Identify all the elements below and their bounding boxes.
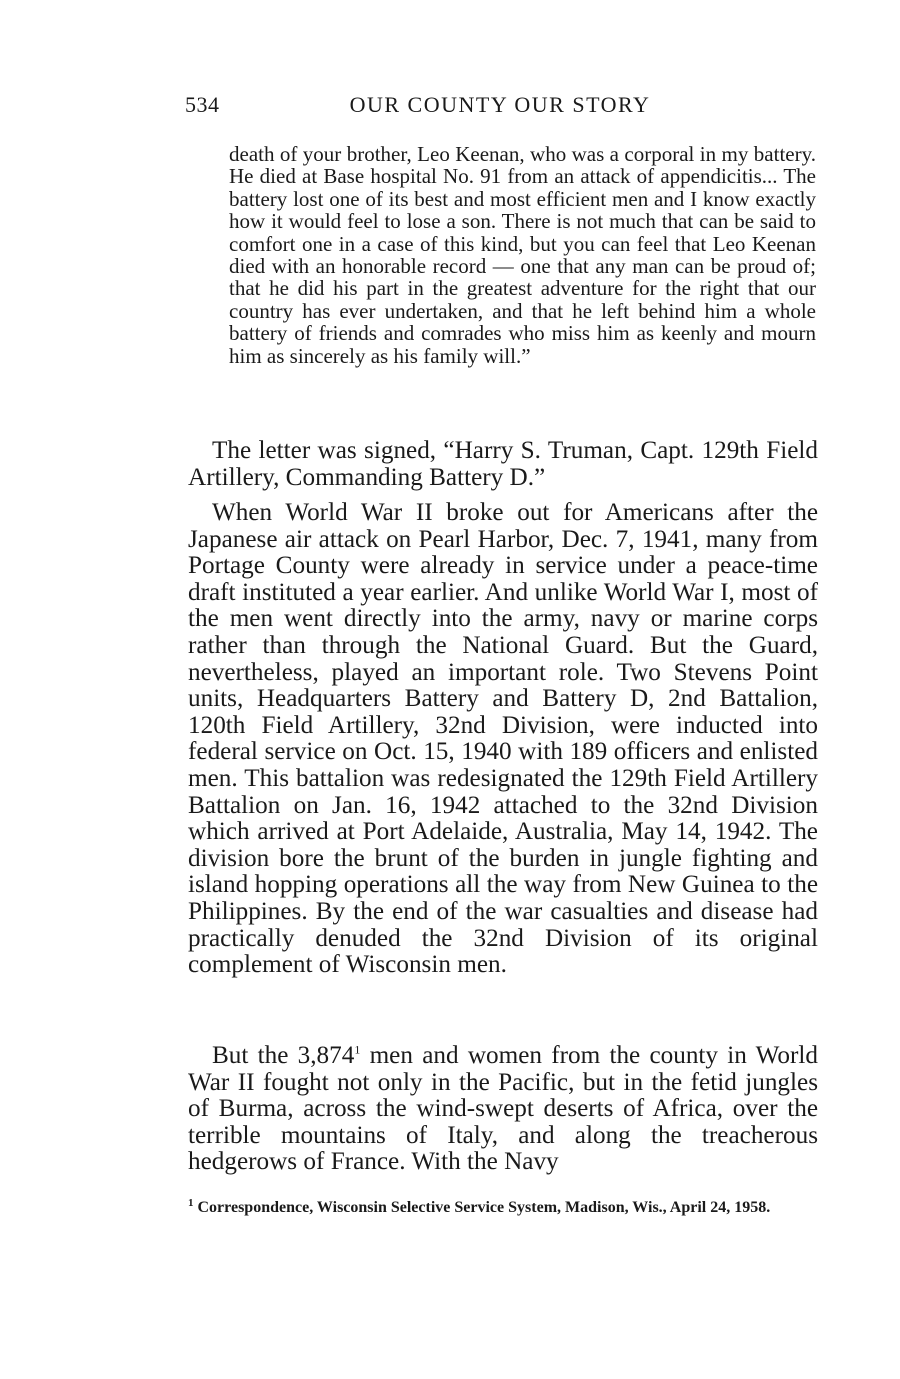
paragraph-text-start: But the 3,874 bbox=[212, 1042, 355, 1069]
block-quote: death of your brother, Leo Keenan, who was a corporal in my battery. He died at Base hospital No. 91 from an attack of appendicitis... The battery lost one of its best and most efficient men and I know exactly how it would feel to lose a son. There is not much that can be said to comfort one in a case of this kind, but you can feel that Leo Keenan died with an honorable record — one that any man can be proud of; that he did his part in the greatest adventure for the right that our country has ever undertaken, and that he left behind him a whole battery of friends and comrades who miss him as keenly and mourn him as sincerely as his family will.” bbox=[229, 142, 816, 368]
page-header bbox=[185, 92, 815, 122]
footnote-reference: 1 bbox=[354, 1042, 361, 1057]
paragraph-text: When World War II broke out for Americans after the Japanese air attack on Pearl Harbor, Dec. 7, 1941, many from Portage County were already in service under a peace-time draft instituted a year earlier. And unlike World War I, most of the men went directly into the army, navy or marine corps rather than through the National Guard. But the Guard, nevertheless, played an important role. Two Stevens Point units, Headquarters Battery and Battery D, 2nd Battalion, 120th Field Artillery, 32nd Division, were inducted into federal service on Oct. 15, 1940 with 189 officers and enlisted men. This battalion was redesignated the 129th Field Artillery Battalion on Jan. 16, 1942 attached to the 32nd Division which arrived at Port Adelaide, Australia, May 14, 1942. The division bore the brunt of the burden in jungle fighting and island hopping operations all the way from New Guinea to the Philippines. By the end of the war casualties and disease had practically denuded the 32nd Division of its original complement of Wisconsin men. bbox=[188, 499, 818, 979]
body-paragraph-1 bbox=[188, 438, 818, 491]
paragraph-text: The letter was signed, “Harry S. Truman, Capt. 129th Field Artillery, Commanding Battery D.” bbox=[188, 437, 818, 491]
footnote bbox=[188, 1197, 820, 1219]
body-paragraph-2 bbox=[188, 500, 818, 979]
footnote-marker: 1 bbox=[188, 1196, 194, 1209]
page-number: 534 bbox=[185, 92, 220, 117]
footnote-text-block bbox=[188, 1197, 820, 1219]
body-paragraph-3 bbox=[188, 1043, 818, 1176]
paragraph-text-end: men and women from the county in World War II fought not only in the Pacific, but in the fetid jungles of Burma, across the wind-swept deserts of Africa, over the terrible mountains of Italy, and along the treacherous hedgerows of France. With the Navy bbox=[188, 1042, 818, 1176]
footnote-text: Correspondence, Wisconsin Selective Service System, Madison, Wis., April 24, 1958. bbox=[197, 1199, 771, 1216]
running-title: OUR COUNTY OUR STORY bbox=[349, 92, 651, 117]
paragraph-text bbox=[188, 1043, 818, 1176]
